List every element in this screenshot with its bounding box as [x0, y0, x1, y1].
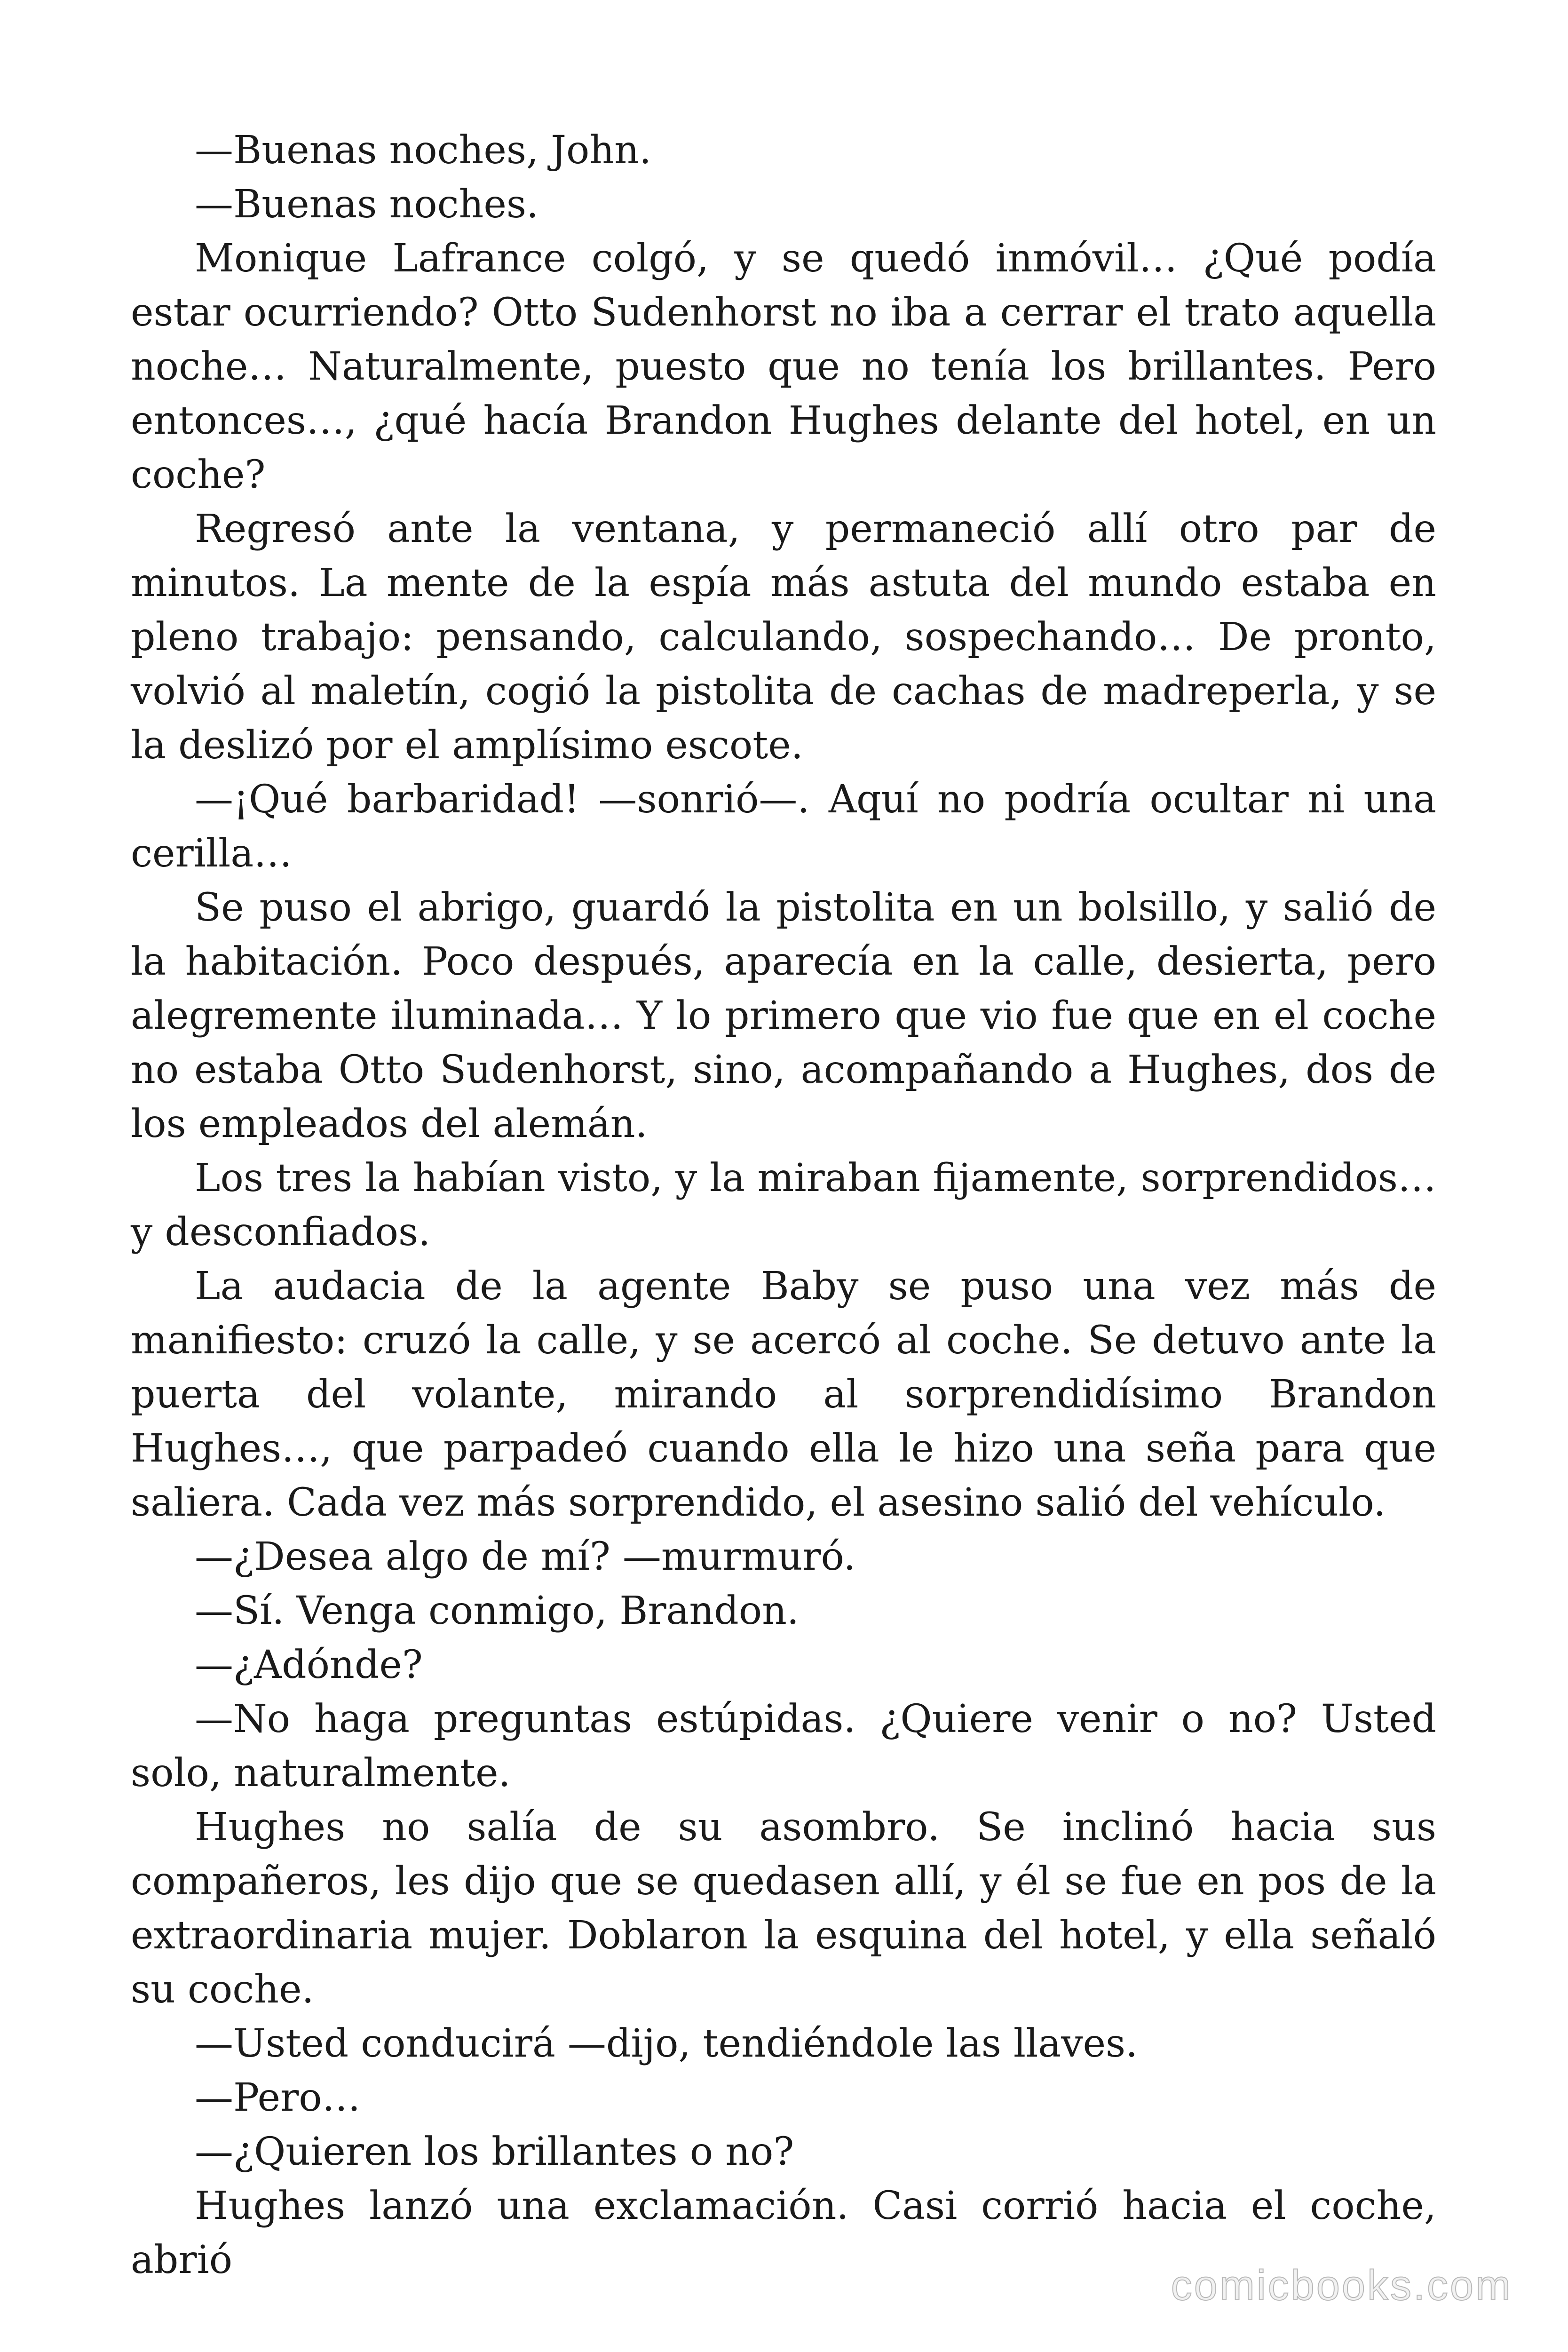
book-page-text [131, 123, 1436, 2287]
paragraph: Regresó ante la ventana, y permaneció allí otro par de minutos. La mente de la espía más astuta del mundo estaba en pleno trabajo: pensando, calculando, sospechando… De pronto, volvió al maletín, cogió la pistolita de cachas de madreperla, y se la deslizó por el amplísimo escote. [131, 507, 1436, 768]
paragraph: —¿Desea algo de mí? —murmuró. [195, 1534, 856, 1579]
paragraph: Hughes lanzó una exclamación. Casi corrió hacia el coche, abrió [131, 2184, 1436, 2282]
paragraph: —Sí. Venga conmigo, Brandon. [195, 1589, 799, 1633]
paragraph: Hughes no salía de su asombro. Se inclinó hacia sus compañeros, les dijo que se quedasen allí, y él se fue en pos de la extraordinaria mujer. Doblaron la esquina del hotel, y ella señaló su coche. [131, 1805, 1436, 2012]
paragraph: Los tres la habían visto, y la miraban fijamente, sorprendidos… y desconfiados. [131, 1156, 1436, 1255]
paragraph: —Usted conducirá —dijo, tendiéndole las llaves. [195, 2021, 1138, 2066]
paragraph: —¿Adónde? [195, 1643, 423, 1687]
paragraph: —Buenas noches, John. [195, 128, 652, 173]
paragraph: —Pero… [195, 2075, 361, 2120]
watermark-text: comicbooks.com [1171, 2262, 1513, 2309]
paragraph: —No haga preguntas estúpidas. ¿Quiere venir o no? Usted solo, naturalmente. [131, 1697, 1436, 1796]
paragraph: La audacia de la agente Baby se puso una vez más de manifiesto: cruzó la calle, y se acercó al coche. Se detuvo ante la puerta del volante, mirando al sorprendidísimo Brandon Hughes…, que parpadeó cuando ella le hizo una seña para que saliera. Cada vez más sorprendido, el asesino salió del vehículo. [131, 1264, 1436, 1525]
paragraph: —Buenas noches. [195, 182, 539, 227]
paragraph: Monique Lafrance colgó, y se quedó inmóvil… ¿Qué podía estar ocurriendo? Otto Sudenhorst no iba a cerrar el trato aquella noche… Naturalmente, puesto que no tenía los brillantes. Pero entonces…, ¿qué hacía Brandon Hughes delante del hotel, en un coche? [131, 236, 1436, 497]
paragraph: —¿Quieren los brillantes o no? [195, 2130, 794, 2174]
paragraph: Se puso el abrigo, guardó la pistolita en un bolsillo, y salió de la habitación. Poco después, aparecía en la calle, desierta, pero alegremente iluminada… Y lo primero que vio fue que en el coche no estaba Otto Sudenhorst, sino, acompañando a Hughes, dos de los empleados del alemán. [131, 885, 1436, 1146]
paragraph: —¡Qué barbaridad! —sonrió—. Aquí no podría ocultar ni una cerilla… [131, 777, 1436, 876]
